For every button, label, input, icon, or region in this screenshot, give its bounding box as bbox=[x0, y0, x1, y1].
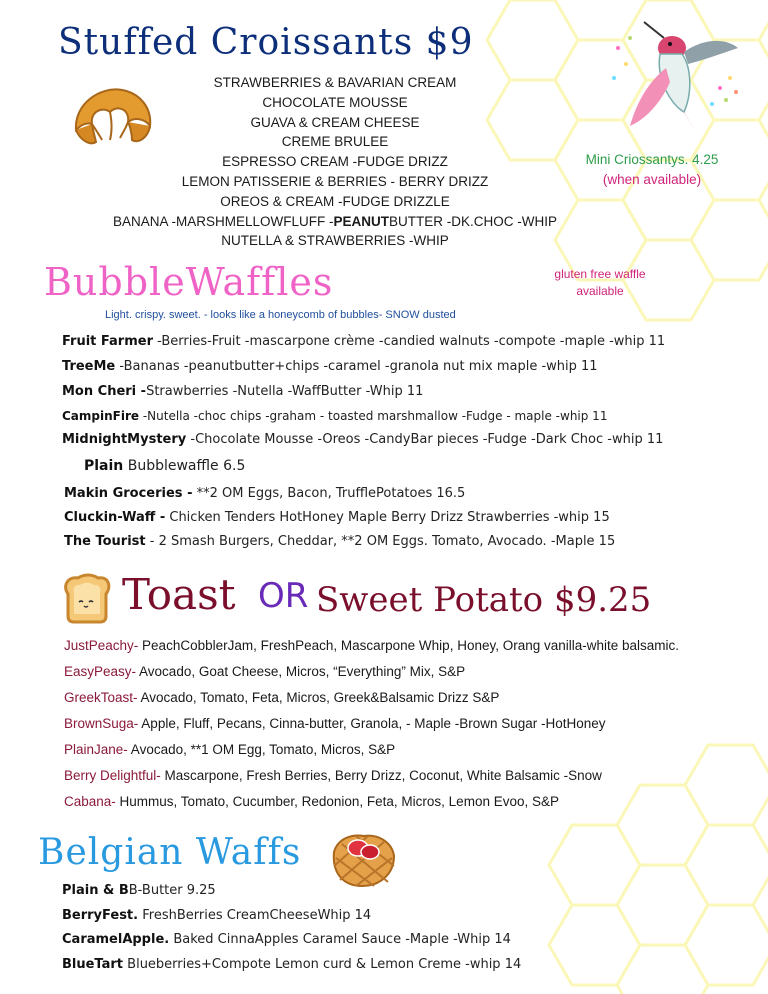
list-item: CREME BRULEE bbox=[281, 134, 389, 150]
gluten-free-line: gluten free waffle bbox=[554, 267, 646, 281]
item-desc: Avocado, Tomato, Feta, Micros, Greek&Balsamic Drizz S&P bbox=[137, 690, 500, 705]
menu-item bbox=[64, 664, 465, 679]
item-desc: Avocado, **1 OM Egg, Tomato, Micros, S&P bbox=[127, 742, 396, 757]
menu-item bbox=[84, 458, 245, 474]
item-desc: Hummus, Tomato, Cucumber, Redonion, Feta, Micros, Lemon Evoo, S&P bbox=[115, 794, 559, 809]
menu-item bbox=[62, 409, 607, 423]
banana-text-a: BANANA -MARSHMELLOWFLUFF - bbox=[112, 213, 334, 229]
item-desc: Chicken Tenders HotHoney Maple Berry Drizz Strawberries -whip 15 bbox=[165, 510, 610, 525]
item-name: JustPeachy- bbox=[64, 638, 139, 653]
item-name: BrownSuga- bbox=[64, 716, 139, 731]
croissant-list bbox=[90, 73, 580, 251]
gluten-free-line: available bbox=[576, 284, 624, 298]
item-desc: -Nutella -choc chips -graham - toasted marshmallow -Fudge - maple -whip 11 bbox=[139, 409, 608, 423]
item-name: Cluckin-Waff - bbox=[64, 510, 166, 525]
list-item: NUTELLA & STRAWBERRIES -WHIP bbox=[221, 233, 449, 249]
item-desc: B-Butter 9.25 bbox=[128, 883, 216, 898]
or-word: OR bbox=[258, 576, 309, 616]
item-name: CampinFire bbox=[62, 409, 140, 423]
item-name: TreeMe bbox=[62, 359, 116, 374]
menu-item bbox=[64, 534, 615, 549]
item-name: Mon Cheri - bbox=[62, 384, 147, 399]
menu-item bbox=[62, 384, 423, 399]
item-desc: Bubblewaffle 6.5 bbox=[123, 458, 246, 474]
menu-item bbox=[64, 768, 602, 783]
menu-item bbox=[64, 716, 606, 731]
item-desc: - 2 Smash Burgers, Cheddar, **2 OM Eggs. Tomato, Avocado. -Maple 15 bbox=[145, 534, 616, 549]
list-item: OREOS & CREAM -FUDGE DRIZZLE bbox=[220, 193, 450, 209]
item-desc: Strawberries -Nutella -WaffButter -Whip 11 bbox=[146, 384, 424, 399]
list-item: GUAVA & CREAM CHEESE bbox=[250, 114, 420, 130]
bubble-waffles-title: BubbleWaffles bbox=[44, 260, 334, 304]
item-desc: Blueberries+Compote Lemon curd & Lemon Creme -whip 14 bbox=[123, 957, 522, 972]
item-desc: -Chocolate Mousse -Oreos -CandyBar pieces -Fudge -Dark Choc -whip 11 bbox=[186, 432, 664, 447]
item-name: Cabana- bbox=[64, 794, 116, 809]
menu-item bbox=[62, 957, 521, 972]
sweet-potato-title: Sweet Potato $9.25 bbox=[316, 580, 652, 620]
item-name: Plain & B bbox=[62, 883, 129, 898]
item-desc: Avocado, Goat Cheese, Micros, “Everything” Mix, S&P bbox=[136, 664, 466, 679]
gluten-free-note bbox=[545, 266, 655, 300]
list-item: STRAWBERRIES & BAVARIAN CREAM bbox=[213, 75, 457, 90]
menu-item bbox=[62, 432, 663, 447]
item-desc: Baked CinnaApples Caramel Sauce -Maple -Whip 14 bbox=[169, 932, 511, 947]
menu-item bbox=[64, 486, 465, 501]
item-desc: -Berries-Fruit -mascarpone crème -candied walnuts -compote -maple -whip 11 bbox=[153, 334, 666, 349]
croissants-title: Stuffed Croissants $9 bbox=[58, 22, 474, 63]
banana-text-bold: PEANUT bbox=[333, 213, 390, 229]
item-name: BlueTart bbox=[62, 957, 124, 972]
menu-item bbox=[62, 883, 216, 898]
menu-item bbox=[64, 690, 499, 705]
item-desc: FreshBerries CreamCheeseWhip 14 bbox=[138, 908, 372, 923]
menu-item bbox=[64, 794, 559, 809]
banana-text-b: BUTTER -DK.CHOC -WHIP bbox=[389, 213, 558, 229]
item-name: PlainJane- bbox=[64, 742, 128, 757]
menu-item bbox=[64, 742, 395, 757]
menu-item bbox=[64, 638, 679, 653]
item-desc: PeachCobblerJam, FreshPeach, Mascarpone Whip, Honey, Orang vanilla-white balsamic. bbox=[138, 638, 680, 653]
mini-croissants-note bbox=[568, 150, 736, 190]
list-item: CHOCOLATE MOUSSE bbox=[262, 94, 408, 110]
list-item: LEMON PATISSERIE & BERRIES - BERRY DRIZZ bbox=[181, 173, 489, 189]
item-name: Fruit Farmer bbox=[62, 334, 153, 349]
item-name: BerryFest. bbox=[62, 908, 139, 923]
toast-title: Toast bbox=[122, 570, 236, 619]
item-name: MidnightMystery bbox=[62, 432, 187, 447]
mini-croissants-price: Mini Criossantys. 4.25 bbox=[585, 152, 719, 167]
hummingbird-icon bbox=[600, 8, 750, 138]
item-name: GreekToast- bbox=[64, 690, 138, 705]
item-desc: -Bananas -peanutbutter+chips -caramel -granola nut mix maple -whip 11 bbox=[115, 359, 598, 374]
item-name: Makin Groceries - bbox=[64, 486, 193, 501]
belgian-waffs-title: Belgian Waffs bbox=[38, 832, 302, 873]
item-desc: **2 OM Eggs, Bacon, TrufflePotatoes 16.5 bbox=[192, 486, 466, 501]
list-item: ESPRESSO CREAM -FUDGE DRIZZ bbox=[222, 154, 448, 170]
item-name: Berry Delightful- bbox=[64, 768, 161, 783]
menu-item bbox=[62, 932, 511, 947]
menu-item bbox=[62, 908, 371, 923]
toast-icon bbox=[60, 572, 112, 624]
menu-item bbox=[62, 334, 665, 349]
waffle-icon bbox=[328, 830, 398, 890]
item-desc: Apple, Fluff, Pecans, Cinna-butter, Granola, - Maple -Brown Sugar -HotHoney bbox=[138, 716, 606, 731]
item-name: CaramelApple. bbox=[62, 932, 170, 947]
bubble-waffles-description: Light. crispy. sweet. - looks like a honeycomb of bubbles- SNOW dusted bbox=[105, 309, 456, 321]
menu-item bbox=[64, 510, 610, 525]
menu-item bbox=[62, 359, 598, 374]
item-name: EasyPeasy- bbox=[64, 664, 137, 679]
mini-croissants-availability: (when available) bbox=[602, 172, 702, 187]
item-desc: Mascarpone, Fresh Berries, Berry Drizz, Coconut, White Balsamic -Snow bbox=[160, 768, 602, 783]
list-item bbox=[90, 212, 580, 232]
item-name: Plain bbox=[84, 458, 124, 474]
item-name: The Tourist bbox=[64, 534, 146, 549]
